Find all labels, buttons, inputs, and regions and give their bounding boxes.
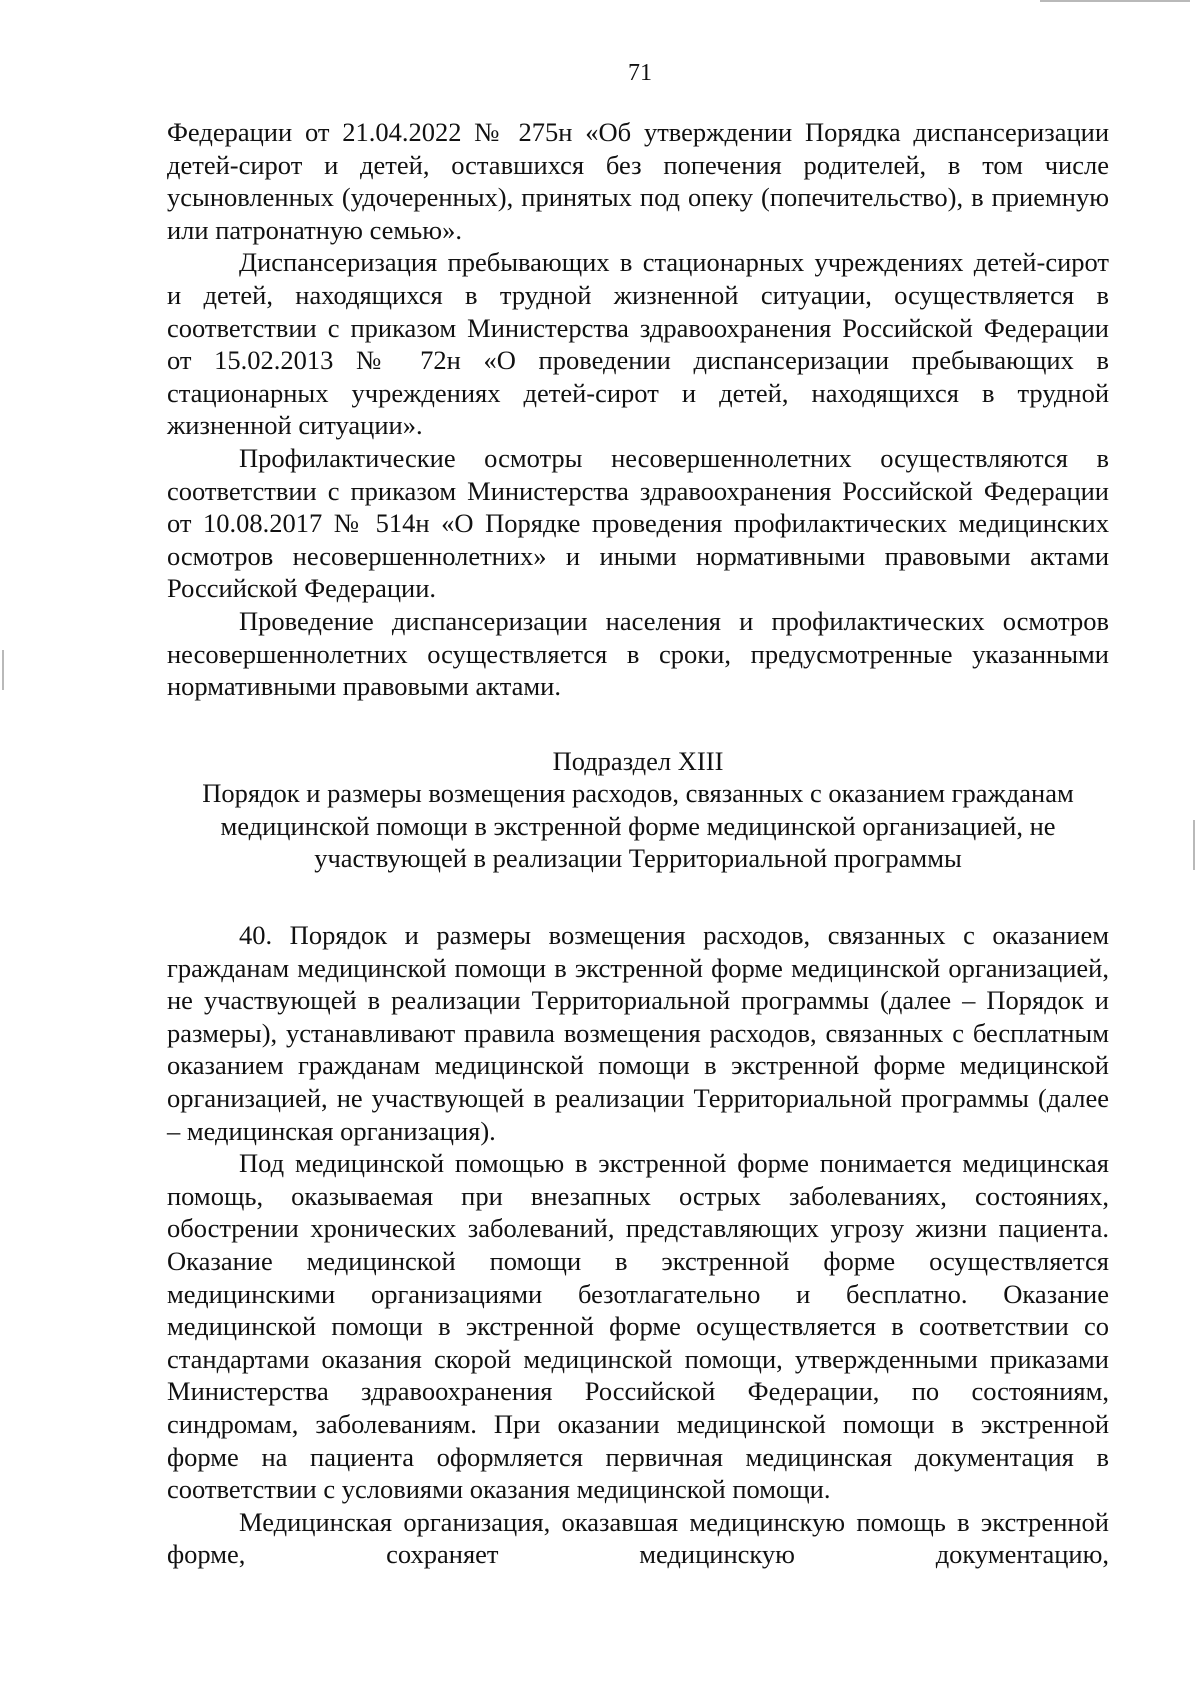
paragraph-dispensary-timing: Проведение диспансеризации населения и профилактических осмотров несовершеннолетних осуществляется в сроки, предусмотренные указанными нормативными правовыми актами. (167, 605, 1109, 702)
paragraph-continuation: Федерации от 21.04.2022 № 275н «Об утверждении Порядка диспансеризации детей-сирот и детей, оставшихся без попечения родителей, в том числе усыновленных (удочеренных), принятых под опеку (попечительство), в приемную или патронатную семью». (167, 117, 1109, 245)
subsection-subtitle: Порядок и размеры возмещения расходов, связанных с оказанием гражданам медицинской помощи в экстренной форме медицинской организацией, не участвующей в реализации Территориальной программы (202, 778, 1074, 874)
paragraph-emergency-care-definition: Под медицинской помощью в экстренной форме понимается медицинская помощь, оказываемая при внезапных острых заболеваниях, состояниях, обострении хронических заболеваний, представляющих угрозу жизни пациента. Оказание медицинской помощи в экстренной форме осуществляется медицинскими организациями безотлагательно и бесплатно. Оказание медицинской помощи в экстренной форме осуществляется в соответствии со стандартами оказания скорой медицинской помощи, утвержденными приказами Министерства здравоохранения Российской Федерации, по состояниям, синдромам, заболеваниям. При оказании медицинской помощи в экстренной форме на пациента оформляется первичная медицинская документация в соответствии с условиями оказания медицинской помощи. (167, 1148, 1109, 1505)
scan-mark-right-edge (1193, 820, 1195, 870)
scan-mark-left-edge (2, 650, 4, 690)
scan-mark-top-right (1040, 0, 1190, 2)
paragraph-item-40: 40. Порядок и размеры возмещения расходов, связанных с оказанием гражданам медицинской помощи в экстренной форме медицинской организацией, не участвующей в реализации Территориальной программы (далее – Порядок и размеры), устанавливают правила возмещения расходов, связанных с бесплатным оказанием гражданам медицинской помощи в экстренной форме медицинской организацией, не участвующей в реализации Территориальной программы (далее – медицинская организация). (167, 920, 1109, 1146)
paragraph-dispensary-orphans: Диспансеризация пребывающих в стационарных учреждениях детей-сирот и детей, находящихся в трудной жизненной ситуации, осуществляется в соответствии с приказом Министерства здравоохранения Российской Федерации от 15.02.2013 № 72н «О проведении диспансеризации пребывающих в стационарных учреждениях детей-сирот и детей, находящихся в трудной жизненной ситуации». (167, 247, 1109, 441)
document-body (167, 116, 1109, 1571)
subsection-title: Подраздел XIII (552, 745, 724, 776)
subsection-heading (167, 745, 1109, 875)
paragraph-medical-organization: Медицинская организация, оказавшая медицинскую помощь в экстренной форме, сохраняет медицинскую документацию, (167, 1506, 1109, 1570)
page-number: 71 (628, 60, 652, 86)
paragraph-preventive-examinations: Профилактические осмотры несовершеннолетних осуществляются в соответствии с приказом Министерства здравоохранения Российской Федерации от 10.08.2017 № 514н «О Порядке проведения профилактических медицинских осмотров несовершеннолетних» и иными нормативными правовыми актами Российской Федерации. (167, 442, 1109, 604)
